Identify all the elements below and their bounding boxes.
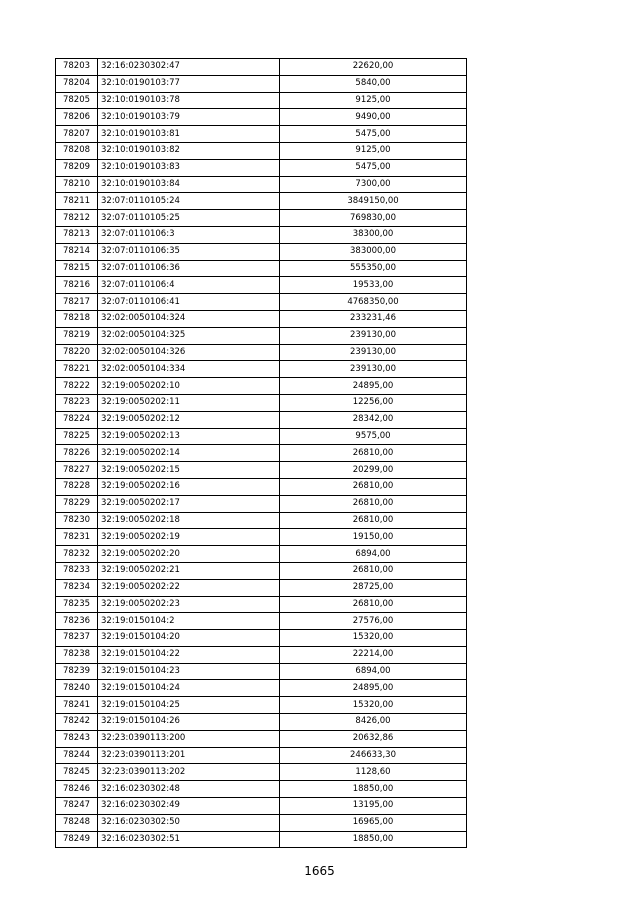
value-cell: 769830,00 [280,210,467,227]
cadastral-number-cell: 32:19:0050202:19 [98,529,280,546]
row-number-cell: 78233 [56,562,98,579]
row-number-cell: 78222 [56,378,98,395]
row-number-cell: 78209 [56,159,98,176]
row-number-cell: 78232 [56,546,98,563]
cadastral-number-cell: 32:19:0050202:15 [98,462,280,479]
value-cell: 18850,00 [280,781,467,798]
value-cell: 9575,00 [280,428,467,445]
value-cell: 27576,00 [280,613,467,630]
cadastral-number-cell: 32:07:0110106:4 [98,277,280,294]
value-cell: 24895,00 [280,680,467,697]
table-row [56,798,467,815]
row-number-cell: 78211 [56,193,98,210]
cadastral-number-cell: 32:07:0110106:35 [98,243,280,260]
row-number-cell: 78238 [56,646,98,663]
row-number-cell: 78217 [56,294,98,311]
table-row [56,462,467,479]
value-cell: 9125,00 [280,92,467,109]
table-row [56,445,467,462]
cadastral-number-cell: 32:23:0390113:200 [98,730,280,747]
cadastral-number-cell: 32:10:0190103:77 [98,75,280,92]
table-row [56,730,467,747]
row-number-cell: 78229 [56,495,98,512]
cadastral-number-cell: 32:19:0050202:13 [98,428,280,445]
row-number-cell: 78203 [56,59,98,76]
row-number-cell: 78215 [56,260,98,277]
value-cell: 24895,00 [280,378,467,395]
table-row [56,546,467,563]
cadastral-number-cell: 32:19:0050202:10 [98,378,280,395]
table-body [56,59,467,848]
value-cell: 15320,00 [280,697,467,714]
table-row [56,210,467,227]
cadastral-number-cell: 32:19:0150104:22 [98,646,280,663]
row-number-cell: 78218 [56,310,98,327]
value-cell: 246633,30 [280,747,467,764]
row-number-cell: 78231 [56,529,98,546]
table-row [56,277,467,294]
table-row [56,630,467,647]
table-row [56,478,467,495]
cadastral-number-cell: 32:19:0150104:20 [98,630,280,647]
table-row [56,126,467,143]
cadastral-number-cell: 32:19:0050202:14 [98,445,280,462]
table-row [56,92,467,109]
table-row [56,697,467,714]
table-row [56,109,467,126]
table-row [56,193,467,210]
row-number-cell: 78210 [56,176,98,193]
cadastral-number-cell: 32:07:0110106:41 [98,294,280,311]
cadastral-number-cell: 32:10:0190103:78 [98,92,280,109]
table-row [56,327,467,344]
cadastral-number-cell: 32:19:0050202:16 [98,478,280,495]
cadastral-number-cell: 32:19:0150104:25 [98,697,280,714]
value-cell: 22620,00 [280,59,467,76]
table-row [56,831,467,848]
cadastral-number-cell: 32:23:0390113:202 [98,764,280,781]
row-number-cell: 78204 [56,75,98,92]
table-row [56,159,467,176]
value-cell: 12256,00 [280,394,467,411]
page-number: 1665 [304,864,335,878]
table-row [56,428,467,445]
table-row [56,562,467,579]
value-cell: 1128,60 [280,764,467,781]
row-number-cell: 78223 [56,394,98,411]
cadastral-number-cell: 32:19:0050202:12 [98,411,280,428]
value-cell: 13195,00 [280,798,467,815]
cadastral-number-cell: 32:19:0050202:21 [98,562,280,579]
row-number-cell: 78205 [56,92,98,109]
cadastral-number-cell: 32:07:0110106:3 [98,226,280,243]
value-cell: 5840,00 [280,75,467,92]
table-row [56,394,467,411]
value-cell: 20299,00 [280,462,467,479]
row-number-cell: 78242 [56,714,98,731]
table-row [56,142,467,159]
table-row [56,294,467,311]
row-number-cell: 78214 [56,243,98,260]
table-row [56,344,467,361]
row-number-cell: 78219 [56,327,98,344]
cadastral-number-cell: 32:19:0050202:23 [98,596,280,613]
cadastral-number-cell: 32:19:0050202:11 [98,394,280,411]
value-cell: 7300,00 [280,176,467,193]
table-row [56,310,467,327]
row-number-cell: 78207 [56,126,98,143]
row-number-cell: 78244 [56,747,98,764]
value-cell: 26810,00 [280,478,467,495]
row-number-cell: 78234 [56,579,98,596]
cadastral-number-cell: 32:07:0110105:25 [98,210,280,227]
row-number-cell: 78208 [56,142,98,159]
table-row [56,75,467,92]
row-number-cell: 78245 [56,764,98,781]
table-row [56,714,467,731]
value-cell: 26810,00 [280,596,467,613]
row-number-cell: 78220 [56,344,98,361]
row-number-cell: 78213 [56,226,98,243]
value-cell: 38300,00 [280,226,467,243]
row-number-cell: 78247 [56,798,98,815]
table-row [56,495,467,512]
table-row [56,613,467,630]
value-cell: 16965,00 [280,814,467,831]
table-row [56,663,467,680]
value-cell: 9125,00 [280,142,467,159]
cadastral-number-cell: 32:19:0150104:2 [98,613,280,630]
cadastral-number-cell: 32:19:0050202:18 [98,512,280,529]
table-row [56,411,467,428]
value-cell: 239130,00 [280,344,467,361]
cadastral-number-cell: 32:16:0230302:48 [98,781,280,798]
value-cell: 19533,00 [280,277,467,294]
cadastral-number-cell: 32:07:0110105:24 [98,193,280,210]
cadastral-number-cell: 32:07:0110106:36 [98,260,280,277]
row-number-cell: 78230 [56,512,98,529]
row-number-cell: 78216 [56,277,98,294]
cadastral-number-cell: 32:02:0050104:325 [98,327,280,344]
cadastral-number-cell: 32:10:0190103:84 [98,176,280,193]
row-number-cell: 78221 [56,361,98,378]
cadastral-number-cell: 32:19:0150104:26 [98,714,280,731]
table-row [56,529,467,546]
value-cell: 22214,00 [280,646,467,663]
cadastral-number-cell: 32:10:0190103:83 [98,159,280,176]
value-cell: 15320,00 [280,630,467,647]
row-number-cell: 78236 [56,613,98,630]
cadastral-number-cell: 32:19:0050202:17 [98,495,280,512]
table-row [56,243,467,260]
row-number-cell: 78227 [56,462,98,479]
value-cell: 19150,00 [280,529,467,546]
cadastral-number-cell: 32:16:0230302:51 [98,831,280,848]
row-number-cell: 78228 [56,478,98,495]
cadastral-number-cell: 32:16:0230302:49 [98,798,280,815]
value-cell: 5475,00 [280,159,467,176]
value-cell: 26810,00 [280,495,467,512]
table-row [56,680,467,697]
value-cell: 8426,00 [280,714,467,731]
table-row [56,378,467,395]
row-number-cell: 78237 [56,630,98,647]
value-cell: 18850,00 [280,831,467,848]
cadastral-number-cell: 32:02:0050104:334 [98,361,280,378]
table-row [56,579,467,596]
row-number-cell: 78206 [56,109,98,126]
value-cell: 4768350,00 [280,294,467,311]
value-cell: 233231,46 [280,310,467,327]
table-row [56,814,467,831]
row-number-cell: 78249 [56,831,98,848]
value-cell: 6894,00 [280,663,467,680]
data-table [55,58,467,848]
row-number-cell: 78248 [56,814,98,831]
table-row [56,764,467,781]
table-row [56,176,467,193]
table-row [56,260,467,277]
cadastral-number-cell: 32:10:0190103:79 [98,109,280,126]
row-number-cell: 78226 [56,445,98,462]
cadastral-number-cell: 32:19:0050202:20 [98,546,280,563]
cadastral-number-cell: 32:19:0150104:23 [98,663,280,680]
value-cell: 3849150,00 [280,193,467,210]
table-row [56,361,467,378]
cadastral-number-cell: 32:10:0190103:82 [98,142,280,159]
value-cell: 26810,00 [280,512,467,529]
table-row [56,226,467,243]
value-cell: 5475,00 [280,126,467,143]
value-cell: 383000,00 [280,243,467,260]
value-cell: 20632,86 [280,730,467,747]
cadastral-number-cell: 32:16:0230302:47 [98,59,280,76]
row-number-cell: 78246 [56,781,98,798]
table-row [56,512,467,529]
value-cell: 6894,00 [280,546,467,563]
cadastral-number-cell: 32:02:0050104:326 [98,344,280,361]
cadastral-number-cell: 32:19:0050202:22 [98,579,280,596]
row-number-cell: 78239 [56,663,98,680]
value-cell: 28342,00 [280,411,467,428]
value-cell: 28725,00 [280,579,467,596]
row-number-cell: 78224 [56,411,98,428]
table-row [56,596,467,613]
value-cell: 26810,00 [280,562,467,579]
cadastral-number-cell: 32:10:0190103:81 [98,126,280,143]
value-cell: 26810,00 [280,445,467,462]
row-number-cell: 78243 [56,730,98,747]
table-row [56,781,467,798]
row-number-cell: 78241 [56,697,98,714]
row-number-cell: 78225 [56,428,98,445]
row-number-cell: 78240 [56,680,98,697]
table-row [56,646,467,663]
table-row [56,747,467,764]
value-cell: 555350,00 [280,260,467,277]
value-cell: 239130,00 [280,327,467,344]
row-number-cell: 78235 [56,596,98,613]
value-cell: 239130,00 [280,361,467,378]
cadastral-number-cell: 32:02:0050104:324 [98,310,280,327]
cadastral-number-cell: 32:19:0150104:24 [98,680,280,697]
row-number-cell: 78212 [56,210,98,227]
cadastral-number-cell: 32:23:0390113:201 [98,747,280,764]
cadastral-number-cell: 32:16:0230302:50 [98,814,280,831]
value-cell: 9490,00 [280,109,467,126]
table-row [56,59,467,76]
